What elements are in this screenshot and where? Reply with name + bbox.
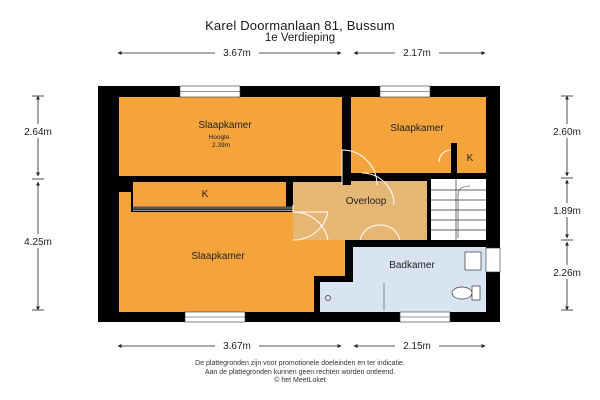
label-height-value: 2.39m [211,142,231,149]
wall-segment [119,176,342,182]
dim-right-middle: 1.89m [553,206,581,217]
dim-left-top: 2.64m [24,127,52,138]
dim-right-bottom: 2.26m [553,268,581,279]
dim-left-bottom: 4.25m [24,237,52,248]
toilet-tank [472,286,480,300]
shower-area [320,282,386,312]
label-closet-right: K [466,153,474,164]
label-closet-left: K [201,189,209,200]
dim-top-left: 3.67m [223,48,251,59]
copyright: © het MeetLoket [274,377,326,384]
disclaimer [0,360,600,386]
window [486,248,500,272]
label-bedroom-top-left: Slaapkamer [198,120,252,131]
landing-area [293,181,427,240]
dim-right-top: 2.60m [553,127,581,138]
wall-segment [119,182,133,192]
floor-subtitle: 1e Verdieping [264,32,336,44]
bedroom-bottom-left-upper [119,192,131,212]
stair-area [427,179,486,240]
sink [465,252,481,270]
dim-bottom-left: 3.67m [223,341,251,352]
wall-segment [342,97,351,185]
label-bedroom-bottom-left: Slaapkamer [191,251,245,262]
label-landing: Overloop [345,196,387,207]
wall-segment [427,179,431,240]
label-bedroom-top-right: Slaapkamer [390,123,444,134]
label-bathroom: Badkamer [389,260,435,271]
disclaimer-line-2: Aan de plattegronden kunnen geen rechten worden ontleend. [204,368,396,376]
disclaimer-line-1: De plattegronden zijn voor promotionele doeleinden en ter indicatie. [195,360,405,367]
dim-top-right: 2.17m [403,48,431,59]
plan-title: Karel Doormanlaan 81, Bussum [205,18,395,33]
label-height: Hoogte [208,134,230,141]
closet-left-area [133,182,293,207]
wall-segment [451,143,457,173]
wall-segment [345,240,486,247]
bedroom-top-left-area [119,97,342,176]
wall-segment [345,240,353,282]
dim-bottom-right: 2.15m [403,341,431,352]
toilet [452,287,472,299]
wall-segment [314,276,320,312]
